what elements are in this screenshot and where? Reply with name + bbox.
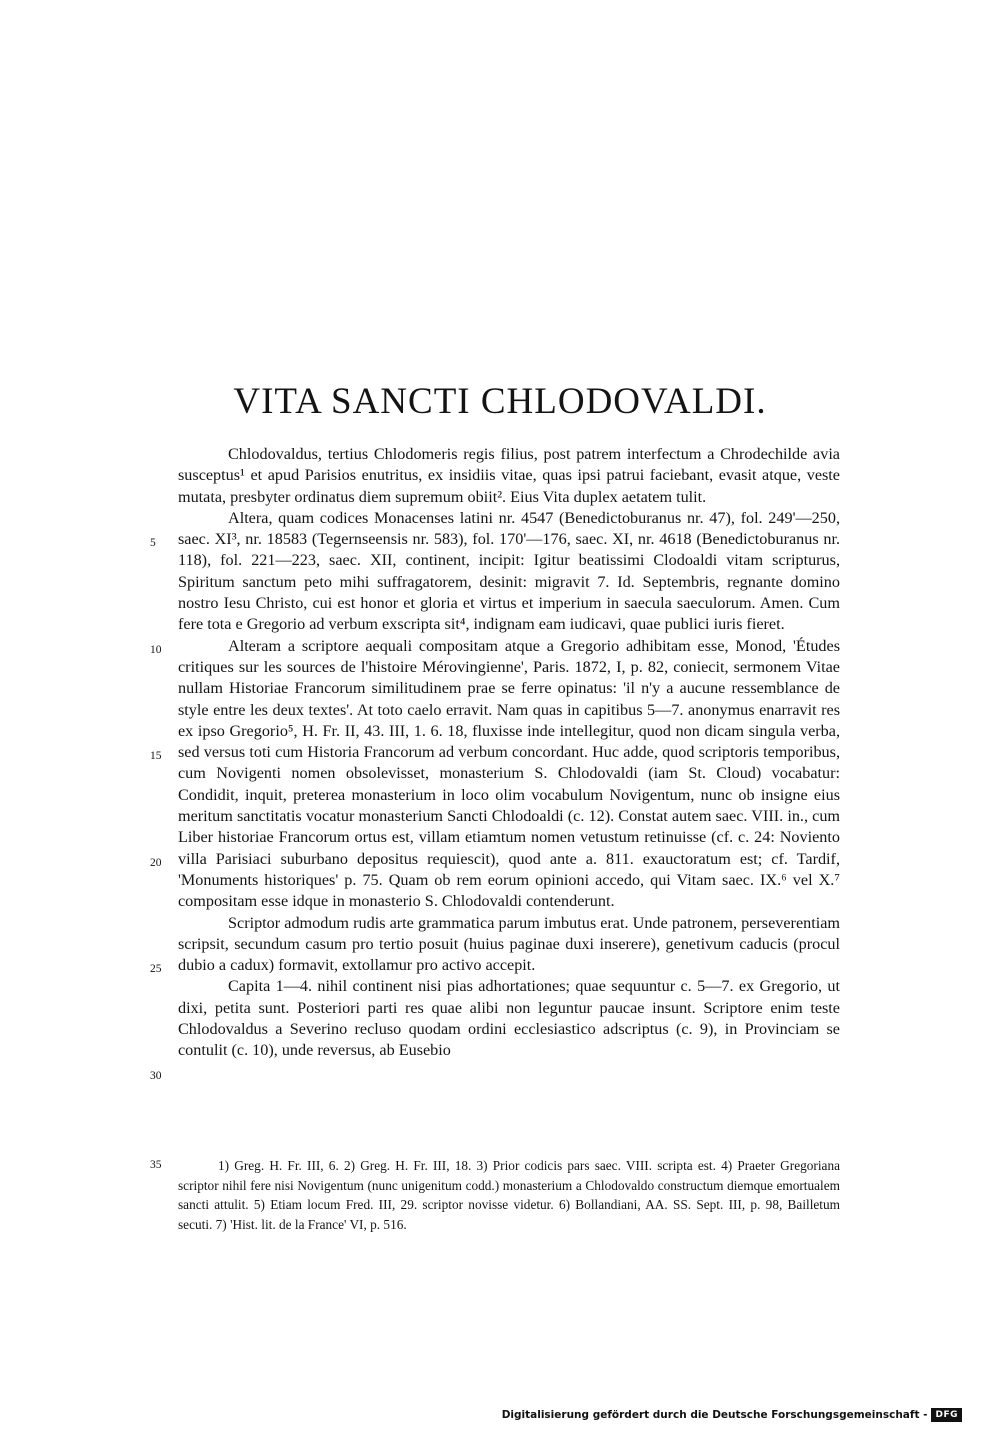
page-title: VITA SANCTI CHLODOVALDI. (233, 381, 767, 422)
funding-note (502, 1408, 962, 1422)
line-number: 30 (150, 1069, 162, 1082)
body-text (178, 444, 840, 1062)
line-number: 20 (150, 856, 162, 869)
line-number: 5 (150, 537, 156, 550)
line-number: 10 (150, 643, 162, 656)
paragraph: Chlodovaldus, tertius Chlodomeris regis filius, post patrem interfectum a Chrodechilde avia susceptus¹ et apud Parisios enutritus, ex insidiis vitae, quas ipsi patrui faciebant, evasit atque, veste mutata, presbyter ordinatus diem supremum obiit². Eius Vita duplex aetatem tulit. (178, 445, 840, 506)
line-number: 25 (150, 963, 162, 976)
paragraph: Scriptor admodum rudis arte grammatica parum imbutus erat. Unde patronem, perseverentiam scripsit, secundum casum pro tertio posuit (huius paginae duxi inserere), genetivum caducis (procul dubio a cadux) formavit, extollamur pro activo accepit. (178, 913, 840, 975)
dfg-logo: DFG (931, 1408, 962, 1422)
paragraph: Capita 1—4. nihil continent nisi pias adhortationes; quae sequuntur c. 5—7. ex Gregorio, ut dixi, petita sunt. Posteriori parti res quae alibi non leguntur paucae insunt. Scriptore enim teste Chlodovaldus a Severino recluso quodam ordini ecclesiastico adscriptus (c. 9), in Provinciam se contulit (c. 10), unde reversus, ab Eusebio (178, 977, 840, 1060)
paragraph: Altera, quam codices Monacenses latini nr. 4547 (Benedictoburanus nr. 47), fol. 249'—250, saec. XI³, nr. 18583 (Tegernseensis nr. 583), fol. 170'—176, saec. XI, nr. 4618 (Benedictoburanus nr. 118), fol. 221—223, saec. XII, continent, incipit: Igitur beatissimi Clodoaldi vitam scripturus, Spiritum sanctum peto mihi suffragatorem, desinit: migravit 7. Id. Septembris, regnante domino nostro Iesu Christo, cui est honor et gloria et virtus et imperium in saecula saeculorum. Amen. Cum fere tota e Gregorio ad verbum exscripta sit⁴, indignam eam iudicavi, quae publici iuris fieret. (178, 508, 840, 634)
paragraph: Alteram a scriptore aequali compositam atque a Gregorio adhibitam esse, Monod, 'Études critiques sur les sources de l'histoire Mérovingienne', Paris. 1872, I, p. 82, coniecit, sermonem Vitae nullam Historiae Francorum similitudinem prae se ferre opinatus: 'il n'y a aucune ressemblance de style entre les deux textes'. At toto caelo erravit. Nam quas in capitibus 5—7. anonymus enarravit res ex ipso Gregorio⁵, H. Fr. II, 43. III, 1. 6. 18, fluxisse inde intellegitur, quod non dicam singula verba, sed versus toti cum Historia Francorum ad verbum concordant. Huc adde, quod scriptoris temporibus, cum Novigenti nomen obsolevisset, monasterium S. Chlodovaldi (iam St. Cloud) vocabatur: Condidit, inquit, preterea monasterium in loco olim vocabulum Novigentum, nunc ob insigne eius meritum sanctitatis vocatur monasterium Sancti Chlodoaldi (c. 12). Constat autem saec. VIII. in., cum Liber historiae Francorum ortus est, villam etiamtum nomen vetustum retinuisse (cf. c. 24: Noviento villa Parisiaci suburbano depositus requiescit), quod ante a. 811. exauctoratum est; cf. Tardif, 'Monuments historiques' p. 75. Quam ob rem eorum opinioni accedo, qui Vitam saec. IX.⁶ vel X.⁷ compositam esse idque in monasterio S. Chlodovaldi contenderunt. (178, 636, 840, 911)
footnotes: 1) Greg. H. Fr. III, 6. 2) Greg. H. Fr. III, 18. 3) Prior codicis pars saec. VIII. scripta est. 4) Praeter Gregoriana scriptor nihil fere nisi Novigentum (nunc unigenitum codd.) monasterium a Chlodovaldo constructum diemque emortualem sancti attulit. 5) Etiam locum Fred. III, 29. scriptor novisse videtur. 6) Bollandiani, AA. SS. Sept. III, p. 98, Bailletum secuti. 7) 'Hist. lit. de la France' VI, p. 516. (178, 1158, 840, 1232)
line-number: 15 (150, 750, 162, 763)
funding-text: Digitalisierung gefördert durch die Deutsche Forschungsgemeinschaft - (501, 1409, 928, 1421)
footnote-line-number: 35 (150, 1159, 162, 1171)
